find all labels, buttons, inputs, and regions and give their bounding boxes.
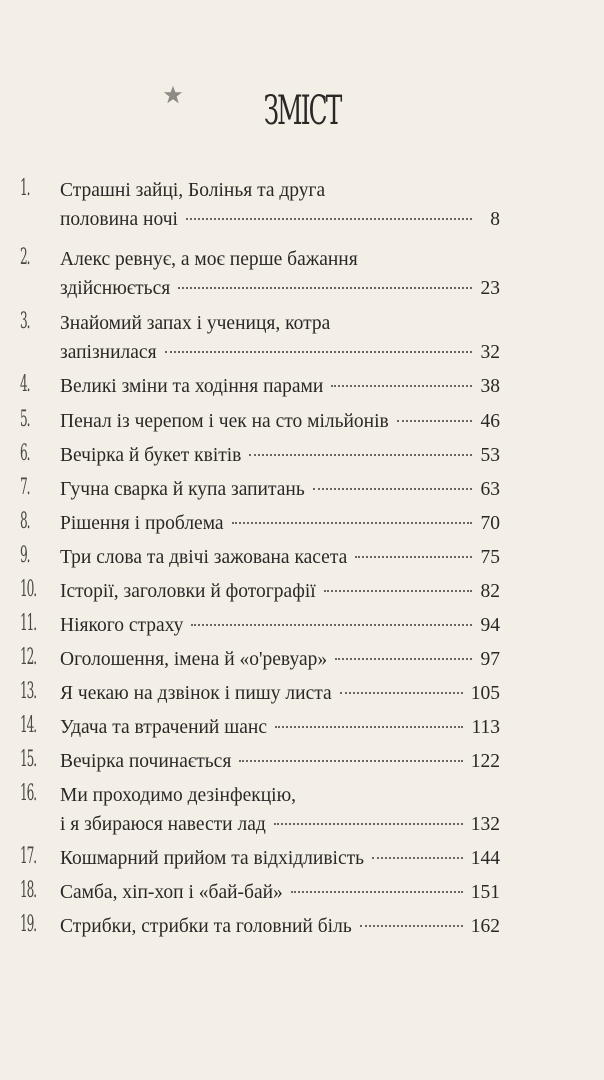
chapter-title: Оголошення, імена й «о'ревуар» bbox=[60, 649, 328, 670]
table-of-contents bbox=[20, 176, 500, 941]
chapter-title: Стрибки, стрибки та головний біль bbox=[60, 916, 352, 937]
page-number: 82 bbox=[480, 581, 500, 602]
chapter-number: 1. bbox=[20, 176, 30, 201]
toc-entry[interactable] bbox=[20, 176, 500, 234]
dot-leader bbox=[249, 454, 472, 456]
toc-entry[interactable] bbox=[20, 747, 500, 776]
chapter-title: запізнилася bbox=[60, 342, 157, 363]
dot-leader bbox=[372, 857, 463, 859]
chapter-title: здійснюється bbox=[60, 278, 171, 299]
page-number: 132 bbox=[470, 814, 500, 835]
chapter-number: 12. bbox=[20, 645, 36, 670]
dot-leader bbox=[340, 692, 463, 694]
chapter-number: 13. bbox=[20, 679, 36, 704]
chapter-title-row bbox=[60, 611, 500, 640]
chapter-number: 18. bbox=[20, 878, 36, 903]
toc-entry[interactable] bbox=[20, 372, 500, 401]
dot-leader bbox=[324, 590, 472, 592]
dot-leader bbox=[291, 891, 463, 893]
chapter-number: 6. bbox=[20, 441, 30, 466]
page-number: 53 bbox=[480, 445, 500, 466]
chapter-title-row bbox=[60, 844, 500, 873]
chapter-title: Кошмарний прийом та відхідливість bbox=[60, 848, 365, 869]
chapter-title: Вечірка й букет квітів bbox=[60, 445, 242, 466]
dot-leader bbox=[165, 351, 472, 353]
page-number: 70 bbox=[480, 513, 500, 534]
chapter-number: 4. bbox=[20, 372, 30, 397]
chapter-title-row bbox=[60, 274, 500, 303]
chapter-title-row bbox=[60, 372, 500, 401]
chapter-number: 5. bbox=[20, 407, 30, 432]
dot-leader bbox=[275, 726, 463, 728]
chapter-title-row bbox=[60, 407, 500, 436]
chapter-title-row bbox=[60, 878, 500, 907]
toc-entry[interactable] bbox=[20, 441, 500, 470]
chapter-number: 9. bbox=[20, 543, 30, 568]
page-number: 75 bbox=[480, 547, 500, 568]
chapter-title: Я чекаю на дзвінок і пишу листа bbox=[60, 683, 332, 704]
chapter-title: Гучна сварка й купа запитань bbox=[60, 479, 305, 500]
dot-leader bbox=[313, 488, 472, 490]
chapter-title-line: Знайомий запах і учениця, котра bbox=[60, 313, 331, 334]
toc-entry[interactable] bbox=[20, 912, 500, 941]
chapter-title: і я збираюся навести лад bbox=[60, 814, 266, 835]
chapter-title: половина ночі bbox=[60, 209, 178, 230]
chapter-number: 8. bbox=[20, 509, 30, 534]
dot-leader bbox=[335, 658, 472, 660]
dot-leader bbox=[397, 420, 472, 422]
page-number: 122 bbox=[470, 751, 500, 772]
toc-entry[interactable] bbox=[20, 679, 500, 708]
chapter-number: 14. bbox=[20, 713, 36, 738]
dot-leader bbox=[232, 522, 472, 524]
chapter-number: 10. bbox=[20, 577, 36, 602]
dot-leader bbox=[360, 925, 463, 927]
toc-entry[interactable] bbox=[20, 577, 500, 606]
chapter-title: Рішення і проблема bbox=[60, 513, 224, 534]
toc-entry[interactable] bbox=[20, 713, 500, 742]
chapter-title-line: Ми проходимо дезінфекцію, bbox=[60, 785, 297, 806]
page-number: 63 bbox=[480, 479, 500, 500]
toc-entry[interactable] bbox=[20, 611, 500, 640]
chapter-number: 15. bbox=[20, 747, 36, 772]
chapter-title-line: Алекс ревнує, а моє перше бажання bbox=[60, 249, 358, 270]
chapter-title: Великі зміни та ходіння парами bbox=[60, 376, 324, 397]
chapter-title: Три слова та двічі зажована касета bbox=[60, 547, 348, 568]
toc-entry[interactable] bbox=[20, 509, 500, 538]
dot-leader bbox=[178, 287, 472, 289]
chapter-title: Самба, хіп-хоп і «бай-бай» bbox=[60, 882, 283, 903]
chapter-title-row bbox=[60, 713, 500, 742]
dot-leader bbox=[355, 556, 472, 558]
chapter-number: 19. bbox=[20, 912, 36, 937]
chapter-title-row bbox=[60, 645, 500, 674]
chapter-title-line: Страшні зайці, Болінья та друга bbox=[60, 180, 326, 201]
chapter-number: 3. bbox=[20, 309, 30, 334]
page-number: 8 bbox=[490, 209, 500, 230]
chapter-title-row bbox=[60, 577, 500, 606]
chapter-number: 2. bbox=[20, 245, 30, 270]
dot-leader bbox=[186, 218, 472, 220]
chapter-title: Історії, заголовки й фотографії bbox=[60, 581, 316, 602]
page-number: 38 bbox=[480, 376, 500, 397]
page-number: 32 bbox=[480, 342, 500, 363]
page-number: 94 bbox=[480, 615, 500, 636]
toc-entry[interactable] bbox=[20, 245, 500, 303]
page-number: 46 bbox=[480, 411, 500, 432]
chapter-title-row bbox=[60, 475, 500, 504]
chapter-title-row bbox=[60, 509, 500, 538]
chapter-title-row bbox=[60, 205, 500, 234]
dot-leader bbox=[274, 823, 463, 825]
toc-entry[interactable] bbox=[20, 475, 500, 504]
page-number: 144 bbox=[470, 848, 500, 869]
chapter-title: Ніякого страху bbox=[60, 615, 184, 636]
chapter-title-row bbox=[60, 543, 500, 572]
page-number: 162 bbox=[470, 916, 500, 937]
toc-entry[interactable] bbox=[20, 645, 500, 674]
dot-leader bbox=[191, 624, 472, 626]
chapter-number: 16. bbox=[20, 781, 36, 806]
page-number: 151 bbox=[470, 882, 500, 903]
dot-leader bbox=[331, 385, 472, 387]
toc-entry[interactable] bbox=[20, 407, 500, 436]
toc-entry[interactable] bbox=[20, 781, 500, 839]
chapter-title-row bbox=[60, 747, 500, 776]
toc-entry[interactable] bbox=[20, 309, 500, 367]
dot-leader bbox=[239, 760, 462, 762]
chapter-title-row bbox=[60, 338, 500, 367]
page-title: ЗМІСТ bbox=[263, 88, 341, 134]
toc-entry[interactable] bbox=[20, 844, 500, 873]
toc-entry[interactable] bbox=[20, 543, 500, 572]
chapter-title-row bbox=[60, 441, 500, 470]
page-number: 97 bbox=[480, 649, 500, 670]
page-number: 105 bbox=[470, 683, 500, 704]
chapter-number: 7. bbox=[20, 475, 30, 500]
toc-entry[interactable] bbox=[20, 878, 500, 907]
chapter-title-row bbox=[60, 810, 500, 839]
chapter-title: Вечірка починається bbox=[60, 751, 232, 772]
chapter-number: 17. bbox=[20, 844, 36, 869]
chapter-title-row bbox=[60, 912, 500, 941]
page-number: 23 bbox=[480, 278, 500, 299]
chapter-number: 11. bbox=[20, 611, 36, 636]
chapter-title: Пенал із черепом і чек на сто мільйонів bbox=[60, 411, 389, 432]
chapter-title: Удача та втрачений шанс bbox=[60, 717, 268, 738]
chapter-title-row bbox=[60, 679, 500, 708]
page-number: 113 bbox=[471, 717, 500, 738]
